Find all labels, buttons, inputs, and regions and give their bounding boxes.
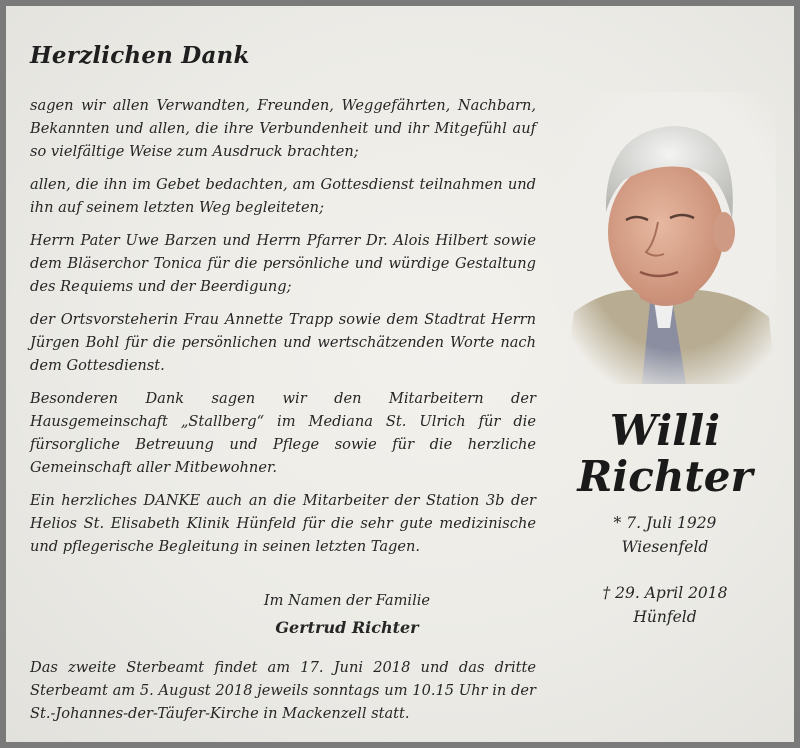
page-title: Herzlichen Dank [30, 42, 250, 69]
thanks-paragraph: allen, die ihn im Gebet bedachten, am Gottesdienst teilnahmen und ihn auf seinem letzten Weg begleiteten; [30, 176, 536, 216]
thanks-paragraph: der Ortsvorsteherin Frau Annette Trapp sowie dem Stadtrat Herrn Jürgen Bohl für die persönlichen und wertschätzenden Worte nach dem Gottesdienst. [30, 311, 536, 374]
birth-date: * 7. Juli 1929 [613, 514, 717, 532]
deceased-first-name: Willi [609, 406, 721, 455]
death-place: Hünfeld [633, 608, 697, 626]
thanks-paragraph: Herrn Pater Uwe Barzen und Herrn Pfarrer Dr. Alois Hilbert sowie dem Bläserchor Tonica für die persönliche und würdige Gestaltung des Requiems und der Beerdigung; [30, 232, 536, 295]
signature-line: Im Namen der Familie [263, 592, 431, 609]
thanks-paragraph: sagen wir allen Verwandten, Freunden, Weggefährten, Nachbarn, Bekannten und allen, die ihre Verbundenheit und ihr Mitgefühl auf so vielfältige Weise zum Ausdruck brachten; [30, 97, 536, 160]
portrait-photo [554, 92, 776, 384]
closing-note: Das zweite Sterbeamt findet am 17. Juni 2018 und das dritte Sterbeamt am 5. August 2018 jeweils sonntags um 10.15 Uhr in der St.-Johannes-der-Täufer-Kirche in Mackenzell statt. [30, 659, 536, 722]
thanks-text [30, 94, 536, 568]
thanks-paragraph: Besonderen Dank sagen wir den Mitarbeitern der Hausgemeinschaft „Stallberg“ im Mediana St. Ulrich für die fürsorgliche Betreuung und Pflege sowie für die herzliche Gemeinschaft aller Mitbewohner. [30, 390, 536, 476]
birth-place: Wiesenfeld [621, 538, 709, 556]
deceased-last-name: Richter [577, 452, 753, 501]
obituary-card [6, 6, 794, 742]
death-date: † 29. April 2018 [602, 584, 728, 602]
thanks-paragraph: Ein herzliches DANKE auch an die Mitarbeiter der Station 3b der Helios St. Elisabeth Klinik Hünfeld für die sehr gute medizinische und pflegerische Begleitung in seinen letzten Tagen. [30, 492, 536, 555]
signature-name: Gertrud Richter [275, 618, 419, 637]
